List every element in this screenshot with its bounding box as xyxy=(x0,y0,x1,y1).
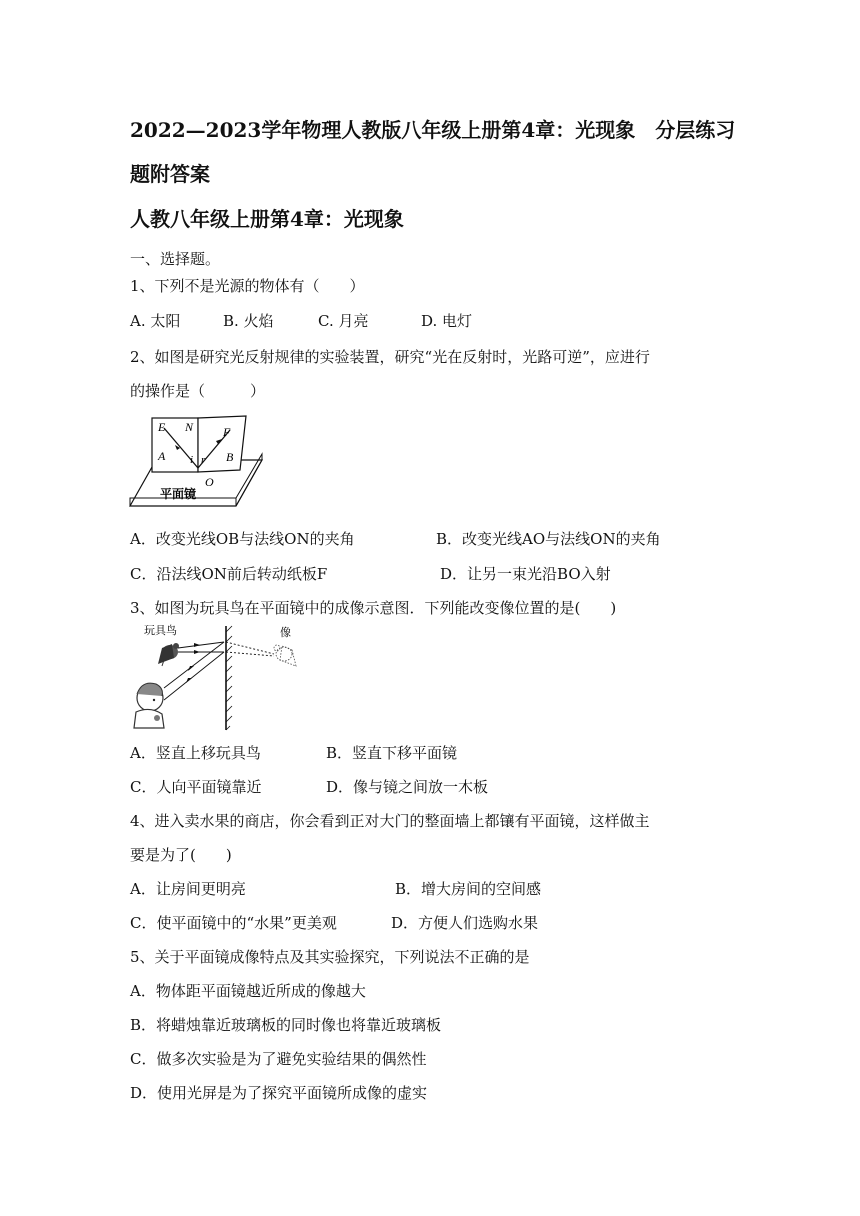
question-1-option-c: C. 月亮 xyxy=(318,312,369,330)
figure-label-i: i xyxy=(190,454,194,466)
figure-label-toy-bird: 玩具鸟 xyxy=(144,624,177,637)
figure-label-a: A xyxy=(158,449,166,463)
figure-label-r: r xyxy=(201,454,206,466)
chapter-subtitle: 人教八年级上册第4章：光现象 xyxy=(130,207,404,231)
question-1-stem: 1、下列不是光源的物体有（ ） xyxy=(130,277,365,295)
reflection-experiment-figure xyxy=(128,414,264,510)
question-2-option-c: C．沿法线ON前后转动纸板F xyxy=(130,565,328,583)
question-2-option-a: A．改变光线OB与法线ON的夹角 xyxy=(130,530,355,548)
question-3-stem: 3、如图为玩具鸟在平面镜中的成像示意图．下列能改变像位置的是( ) xyxy=(130,599,617,617)
question-4-option-a: A．让房间更明亮 xyxy=(130,880,246,898)
figure-label-n: N xyxy=(185,420,194,434)
document-title: 2022—2023学年物理人教版八年级上册第4章：光现象 分层练习题附答案 xyxy=(130,118,736,186)
mirror-bird-figure xyxy=(128,622,304,732)
question-1-option-a: A. 太阳 xyxy=(130,312,181,330)
question-4-stem-line1: 4、进入卖水果的商店，你会看到正对大门的整面墙上都镶有平面镜，这样做主 xyxy=(130,812,650,830)
question-2-option-b: B．改变光线AO与法线ON的夹角 xyxy=(436,530,661,548)
figure-label-o: O xyxy=(205,475,214,489)
question-3-option-a: A．竖直上移玩具鸟 xyxy=(130,744,261,762)
person-icon xyxy=(134,683,164,728)
question-4-stem-line2: 要是为了( ) xyxy=(130,846,232,864)
question-2-option-d: D．让另一束光沿BO入射 xyxy=(440,565,611,583)
toy-bird-icon xyxy=(158,643,179,666)
question-4-option-c: C．使平面镜中的“水果”更美观 xyxy=(130,914,337,932)
figure-label-e: E xyxy=(158,420,166,434)
question-4-option-d: D．方便人们选购水果 xyxy=(391,914,539,932)
question-2-stem-line1: 2、如图是研究光反射规律的实验装置，研究“光在反射时，光路可逆”，应进行 xyxy=(130,348,650,366)
question-5-stem: 5、关于平面镜成像特点及其实验探究，下列说法不正确的是 xyxy=(130,948,530,966)
question-5-option-d: D．使用光屏是为了探究平面镜所成像的虚实 xyxy=(130,1084,428,1102)
question-3-option-b: B．竖直下移平面镜 xyxy=(326,744,458,762)
question-3-option-c: C．人向平面镜靠近 xyxy=(130,778,262,796)
virtual-image-icon xyxy=(274,645,296,666)
question-5-option-b: B．将蜡烛靠近玻璃板的同时像也将靠近玻璃板 xyxy=(130,1016,442,1034)
question-4-option-b: B．增大房间的空间感 xyxy=(395,880,542,898)
section-heading: 一、选择题。 xyxy=(130,250,221,268)
question-1-option-d: D. 电灯 xyxy=(421,312,473,330)
question-3-option-d: D．像与镜之间放一木板 xyxy=(326,778,489,796)
question-2-stem-line2: 的操作是（ ） xyxy=(130,382,266,400)
figure-label-image: 像 xyxy=(280,626,291,639)
figure-label-mirror: 平面镜 xyxy=(160,487,197,501)
figure-label-b: B xyxy=(226,450,234,464)
question-1-option-b: B. 火焰 xyxy=(223,312,274,330)
figure-label-f: F xyxy=(223,425,231,439)
question-5-option-a: A．物体距平面镜越近所成的像越大 xyxy=(130,982,366,1000)
question-5-option-c: C．做多次实验是为了避免实验结果的偶然性 xyxy=(130,1050,427,1068)
